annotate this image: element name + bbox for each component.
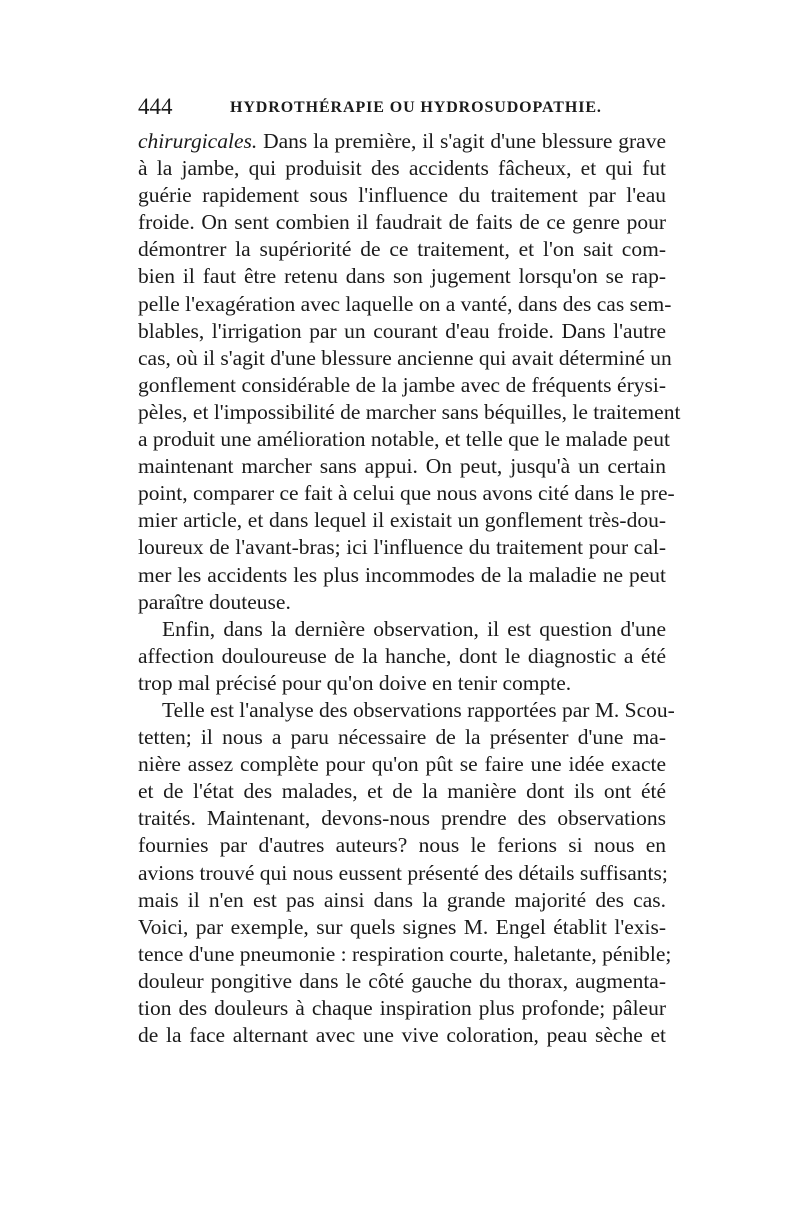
running-head (138, 92, 666, 122)
text-line: gonflement considérable de la jambe avec de fréquents érysi- (138, 372, 666, 397)
text-line: douleur pongitive dans le côté gauche du thorax, augmenta- (138, 968, 666, 993)
text-line: bien il faut être retenu dans son jugement lorsqu'on se rap- (138, 264, 666, 289)
text-line: paraître douteuse. (138, 589, 291, 614)
text-line: a produit une amélioration notable, et telle que le malade peut (138, 427, 670, 452)
text-line: loureux de l'avant-bras; ici l'influence du traitement pour cal- (138, 535, 666, 560)
text-line: pèles, et l'impossibilité de marcher sans béquilles, le traitement (138, 399, 681, 424)
text-line: Telle est l'analyse des observations rapportées par M. Scou- (162, 697, 675, 722)
text-line: mer les accidents les plus incommodes de la maladie ne peut (138, 562, 666, 587)
text-line: guérie rapidement sous l'influence du traitement par l'eau (138, 183, 666, 208)
text-line: mier article, et dans lequel il existait un gonflement très-dou- (138, 508, 666, 533)
page-number: 444 (138, 94, 173, 119)
text-line: à la jambe, qui produisit des accidents fâcheux, et qui fut (138, 156, 666, 181)
text-line: cas, où il s'agit d'une blessure ancienne qui avait déterminé un (138, 345, 672, 370)
text-line: tion des douleurs à chaque inspiration plus profonde; pâleur (138, 996, 666, 1020)
text-line: maintenant marcher sans appui. On peut, jusqu'à un certain (138, 454, 666, 479)
text-line: Voici, par exemple, sur quels signes M. Engel établit l'exis- (138, 914, 666, 939)
running-title: HYDROTHÉRAPIE OU HYDROSUDOPATHIE. (230, 99, 602, 116)
text-line: de la face alternant avec une vive coloration, peau sèche et (138, 1023, 666, 1048)
text-line: tence d'une pneumonie : respiration courte, haletante, pénible; (138, 941, 672, 966)
text-line: avions trouvé qui nous eussent présenté des détails suffisants; (138, 860, 668, 885)
text-line: froide. On sent combien il faudrait de faits de ce genre pour (138, 210, 666, 235)
italic-word: chirurgicales. (138, 129, 258, 153)
text-line: Enfin, dans la dernière observation, il est question d'une (162, 616, 666, 641)
text-line: mais il n'en est pas ainsi dans la grande majorité des cas. (138, 887, 666, 912)
text-line: blables, l'irrigation par un courant d'eau froide. Dans l'autre (138, 318, 666, 343)
text-line: fournies par d'autres auteurs? nous le ferions si nous en (138, 833, 666, 858)
text-line: pelle l'exagération avec laquelle on a vanté, dans des cas sem- (138, 291, 672, 316)
body-text (138, 128, 681, 1049)
text-line: démontrer la supériorité de ce traitement, et l'on sait com- (138, 237, 666, 262)
text-line: affection douloureuse de la hanche, dont le diagnostic a été (138, 643, 666, 668)
text-line: nière assez complète pour qu'on pût se faire une idée exacte (138, 752, 666, 777)
text-line-rest: Dans la première, il s'agit d'une blessure grave (257, 129, 666, 153)
text-line: tetten; il nous a paru nécessaire de la présenter d'une ma- (138, 725, 666, 750)
text-line (138, 128, 666, 155)
text-line: traités. Maintenant, devons-nous prendre des observations (138, 806, 666, 831)
text-line: et de l'état des malades, et de la manière dont ils ont été (138, 779, 666, 804)
text-line: trop mal précisé pour qu'on doive en tenir compte. (138, 670, 572, 695)
text-line: point, comparer ce fait à celui que nous avons cité dans le pre- (138, 481, 675, 506)
